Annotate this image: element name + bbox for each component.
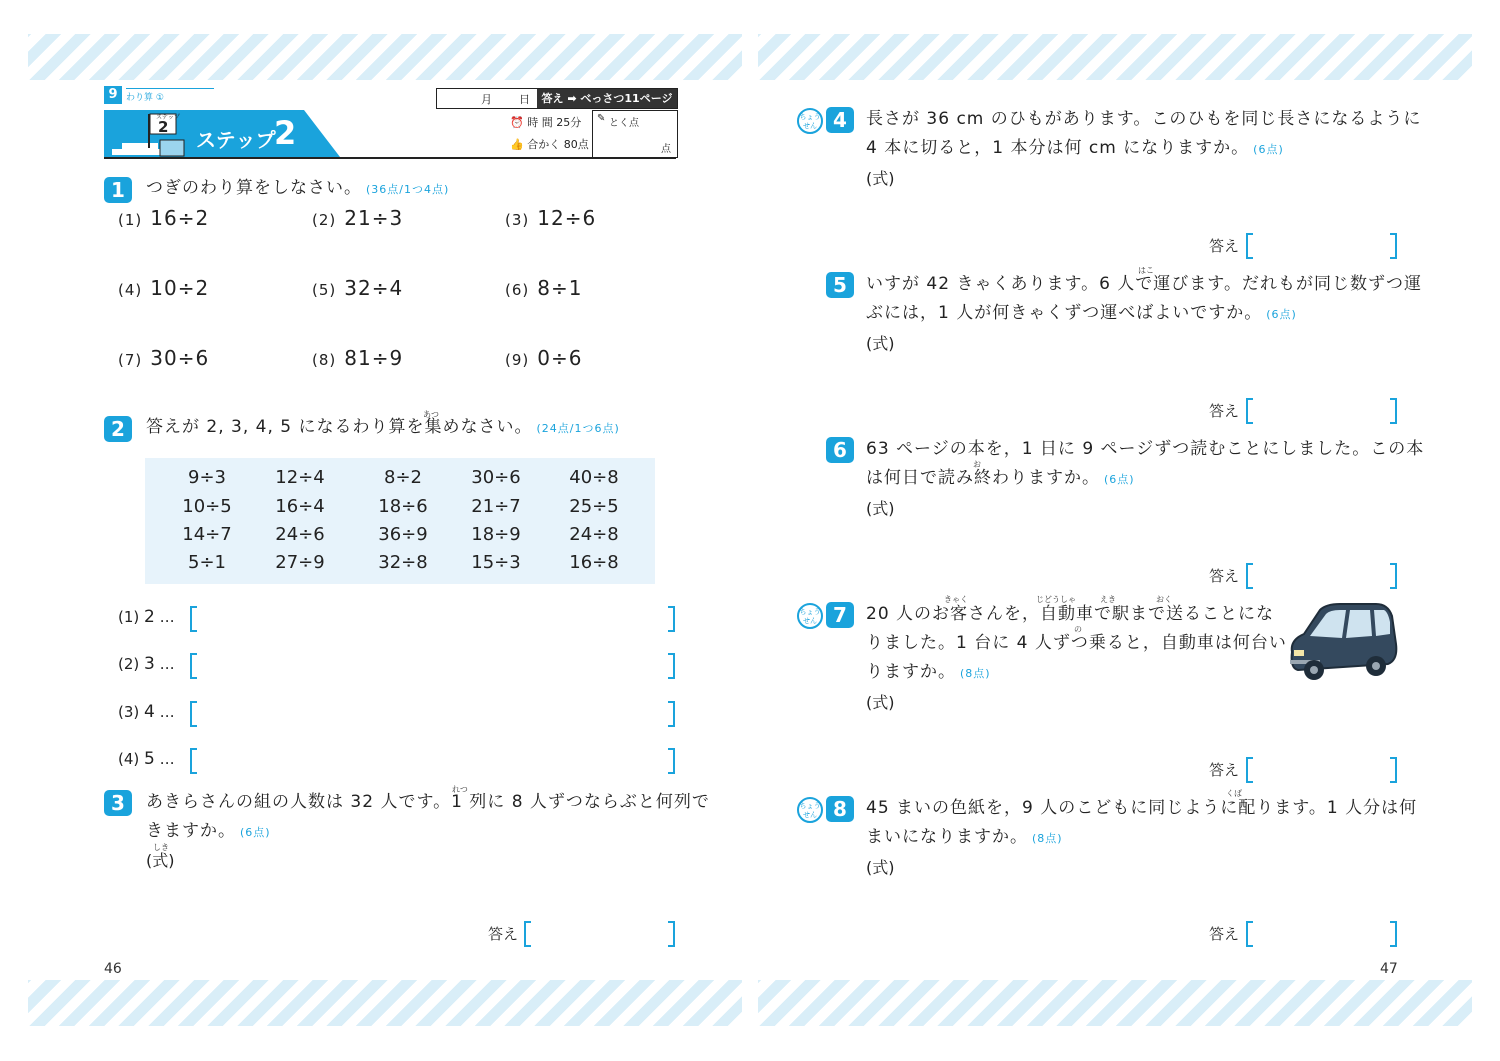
q1-item-8: (8) 81÷9 — [312, 346, 404, 370]
answer-reference: 答え ➡ べっさつ11ページ — [537, 89, 677, 108]
month-label: 月 — [481, 93, 492, 106]
grid-cell: 18÷6 — [378, 496, 428, 517]
q7-answer-field[interactable] — [1254, 755, 1384, 781]
score-unit: 点 — [661, 144, 671, 155]
q1-item-4: (4) 10÷2 — [118, 276, 210, 300]
q8-line-1: 45 まいの色紙を，9 人のこどもに同じように配ります。1 人分は何 — [866, 798, 1418, 818]
q2-answer-row-4-open — [190, 748, 197, 774]
unit-number-badge: 9 — [104, 86, 122, 104]
q3-work-area[interactable] — [146, 872, 676, 912]
q5-points: (6点) — [1266, 308, 1297, 321]
q4-work-area[interactable] — [866, 190, 1396, 226]
grid-cell: 12÷4 — [275, 467, 325, 488]
q1-item-3: (3) 12÷6 — [505, 206, 597, 230]
top-stripe-right — [758, 34, 1472, 80]
q2-ruby: あつ — [423, 410, 439, 419]
q5-answer-close — [1390, 398, 1397, 424]
q7-ruby-oku: おく — [1156, 595, 1172, 604]
grid-cell: 24÷6 — [275, 524, 325, 545]
q3-ruby-shiki: しき — [153, 843, 169, 852]
q2-answer-row-4-label: (4) 5 … — [118, 749, 175, 769]
q4-answer-open — [1246, 233, 1253, 259]
q2-text: 答えが 2, 3, 4, 5 になるわり算を集めなさい。 (24点/1つ6点) — [146, 417, 620, 437]
q4-answer-field[interactable] — [1254, 231, 1384, 257]
q2-answer-row-1-close — [668, 606, 675, 632]
grid-cell: 30÷6 — [471, 467, 521, 488]
q7-work-area[interactable] — [866, 714, 1396, 750]
grid-cell: 5÷1 — [188, 552, 226, 573]
q1-number: 1 — [104, 177, 132, 203]
q3-answer-close — [668, 921, 675, 947]
q5-answer-field[interactable] — [1254, 396, 1384, 422]
date-answer-box — [436, 88, 678, 109]
grid-cell: 40÷8 — [569, 467, 619, 488]
q4-answer-label: 答え — [1209, 237, 1240, 255]
q2-answer-row-2-open — [190, 653, 197, 679]
q8-line-2: まいになりますか。 (8点) — [866, 827, 1063, 847]
step-number: 2 — [274, 114, 297, 152]
grid-cell: 10÷5 — [182, 496, 232, 517]
passing-score: 👍 合かく 80点 — [510, 138, 589, 151]
q6-answer-label: 答え — [1209, 567, 1240, 585]
q7-ruby-eki: えき — [1100, 595, 1116, 604]
q2-answer-field-4[interactable] — [200, 746, 662, 772]
q1-item-5: (5) 32÷4 — [312, 276, 404, 300]
step-banner-shape — [104, 110, 676, 157]
grid-cell: 8÷2 — [384, 467, 422, 488]
step-banner — [104, 110, 676, 159]
q3-shiki-label: (式) — [146, 851, 175, 870]
q4-points: (6点) — [1253, 143, 1284, 156]
q1-item-9: (9) 0÷6 — [505, 346, 583, 370]
q7-ruby-no: の — [1074, 625, 1082, 634]
q4-shiki-label: (式) — [866, 169, 895, 188]
q8-shiki-label: (式) — [866, 858, 895, 877]
q7-points: (8点) — [960, 667, 991, 680]
time-limit: ⏰ 時 間 25分 — [510, 116, 582, 129]
grid-cell: 21÷7 — [471, 496, 521, 517]
pencil-icon: ✎ — [597, 113, 606, 124]
q8-number: 8 — [826, 796, 854, 822]
q5-ruby-hako: はこ — [1138, 266, 1154, 275]
grid-cell: 15÷3 — [471, 552, 521, 573]
q7-ruby-jidousha: じどうしゃ — [1036, 595, 1076, 604]
q3-answer-field[interactable] — [532, 919, 662, 945]
q6-answer-field[interactable] — [1254, 561, 1384, 587]
grid-cell: 27÷9 — [275, 552, 325, 573]
q2-answer-row-1-label: (1) 2 … — [118, 607, 175, 627]
q5-line-1: いすが 42 きゃくあります。6 人で運びます。だれもが同じ数ずつ運 — [866, 274, 1422, 294]
q8-ruby-kuba: くば — [1226, 789, 1242, 798]
page-number-right: 47 — [1380, 961, 1398, 977]
q1-text: つぎのわり算をしなさい。 (36点/1つ4点) — [146, 178, 450, 198]
q7-answer-close — [1390, 757, 1397, 783]
q7-answer-label: 答え — [1209, 761, 1240, 779]
q1-item-7: (7) 30÷6 — [118, 346, 210, 370]
grid-cell: 24÷8 — [569, 524, 619, 545]
grid-cell: 9÷3 — [188, 467, 226, 488]
q3-ruby-retsu: れつ — [452, 785, 468, 794]
grid-cell: 32÷8 — [378, 552, 428, 573]
q1-item-6: (6) 8÷1 — [505, 276, 583, 300]
score-box[interactable] — [592, 110, 678, 158]
step-small-digit: 2 — [158, 118, 169, 136]
q6-line-1: 63 ページの本を，1 日に 9 ページずつ読むことにしました。この本 — [866, 439, 1425, 459]
q3-points: (6点) — [240, 826, 271, 839]
grid-cell: 18÷9 — [471, 524, 521, 545]
q5-work-area[interactable] — [866, 355, 1396, 391]
q8-answer-open — [1246, 921, 1253, 947]
grid-cell: 36÷9 — [378, 524, 428, 545]
grid-cell: 16÷8 — [569, 552, 619, 573]
q4-answer-close — [1390, 233, 1397, 259]
top-stripe-left — [28, 34, 742, 80]
q8-answer-close — [1390, 921, 1397, 947]
q3-answer-label: 答え — [488, 925, 519, 943]
q7-number: 7 — [826, 602, 854, 628]
q6-number: 6 — [826, 437, 854, 463]
q5-number: 5 — [826, 272, 854, 298]
unit-title: わり算 ① — [126, 93, 164, 103]
clock-icon: ⏰ — [510, 116, 524, 129]
q6-answer-open — [1246, 563, 1253, 589]
q2-number: 2 — [104, 416, 132, 442]
q2-answer-row-3-close — [668, 701, 675, 727]
day-label: 日 — [519, 93, 530, 106]
q2-answer-row-3-open — [190, 701, 197, 727]
q8-points: (8点) — [1032, 832, 1063, 845]
q2-answer-field-1[interactable] — [200, 604, 662, 630]
q6-shiki-label: (式) — [866, 499, 895, 518]
q5-line-2: ぶには，1 人が何きゃくずつ運べばよいですか。 (6点) — [866, 303, 1297, 323]
q5-shiki-label: (式) — [866, 334, 895, 353]
bottom-stripe-right — [758, 980, 1472, 1026]
challenge-badge-q7: ちょうせん — [797, 603, 823, 629]
q4-line-2: 4 本に切ると，1 本分は何 cm になりますか。 (6点) — [866, 138, 1284, 158]
score-label: とく点 — [609, 118, 639, 129]
q6-answer-close — [1390, 563, 1397, 589]
q1-points: (36点/1つ4点) — [366, 183, 450, 196]
q8-answer-label: 答え — [1209, 925, 1240, 943]
q8-answer-field[interactable] — [1254, 919, 1384, 945]
challenge-badge-q4: ちょうせん — [797, 108, 823, 134]
q2-answer-field-2[interactable] — [200, 651, 662, 677]
step-label: ステップ — [196, 128, 276, 152]
q7-answer-open — [1246, 757, 1253, 783]
page-number-left: 46 — [104, 961, 122, 977]
thumbs-up-icon: 👍 — [510, 138, 524, 151]
q7-line-1: 20 人のお客さんを，自動車で駅まで送ることにな — [866, 604, 1275, 624]
q2-answer-row-1-open — [190, 606, 197, 632]
q3-line-2: きますか。 (6点) — [146, 821, 271, 841]
q4-line-1: 長さが 36 cm のひもがあります。このひもを同じ長さになるように — [866, 109, 1422, 129]
q1-item-1: (1) 16÷2 — [118, 206, 210, 230]
q3-line-1: あきらさんの組の人数は 32 人です。1 列に 8 人ずつならぶと何列で — [146, 792, 710, 812]
challenge-badge-q8: ちょうせん — [797, 797, 823, 823]
q2-answer-row-4-close — [668, 748, 675, 774]
grid-cell: 14÷7 — [182, 524, 232, 545]
q7-shiki-label: (式) — [866, 693, 895, 712]
q6-work-area[interactable] — [866, 520, 1396, 556]
q7-ruby-kyaku: きゃく — [944, 595, 968, 604]
step-small-label: ステップ — [156, 114, 180, 121]
q7-line-2: りました。1 台に 4 人ずつ乗ると，自動車は何台い — [866, 633, 1287, 653]
q3-answer-open — [524, 921, 531, 947]
q6-points: (6点) — [1104, 473, 1135, 486]
q8-work-area[interactable] — [866, 878, 1396, 914]
bottom-stripe-left — [28, 980, 742, 1026]
car-illustration — [1284, 600, 1400, 686]
q2-answer-row-2-label: (2) 3 … — [118, 654, 175, 674]
grid-cell: 25÷5 — [569, 496, 619, 517]
q7-line-3: りますか。 (8点) — [866, 662, 991, 682]
q5-answer-open — [1246, 398, 1253, 424]
q2-expression-grid — [145, 458, 655, 584]
q2-points: (24点/1つ6点) — [536, 422, 620, 435]
q5-answer-label: 答え — [1209, 402, 1240, 420]
q3-number: 3 — [104, 790, 132, 816]
q2-answer-field-3[interactable] — [200, 699, 662, 725]
grid-cell: 16÷4 — [275, 496, 325, 517]
q1-item-2: (2) 21÷3 — [312, 206, 404, 230]
q2-answer-row-2-close — [668, 653, 675, 679]
q6-line-2: は何日で読み終わりますか。 (6点) — [866, 468, 1135, 488]
q2-answer-row-3-label: (3) 4 … — [118, 702, 175, 722]
q4-number: 4 — [826, 107, 854, 133]
q6-ruby-o: お — [973, 460, 981, 469]
